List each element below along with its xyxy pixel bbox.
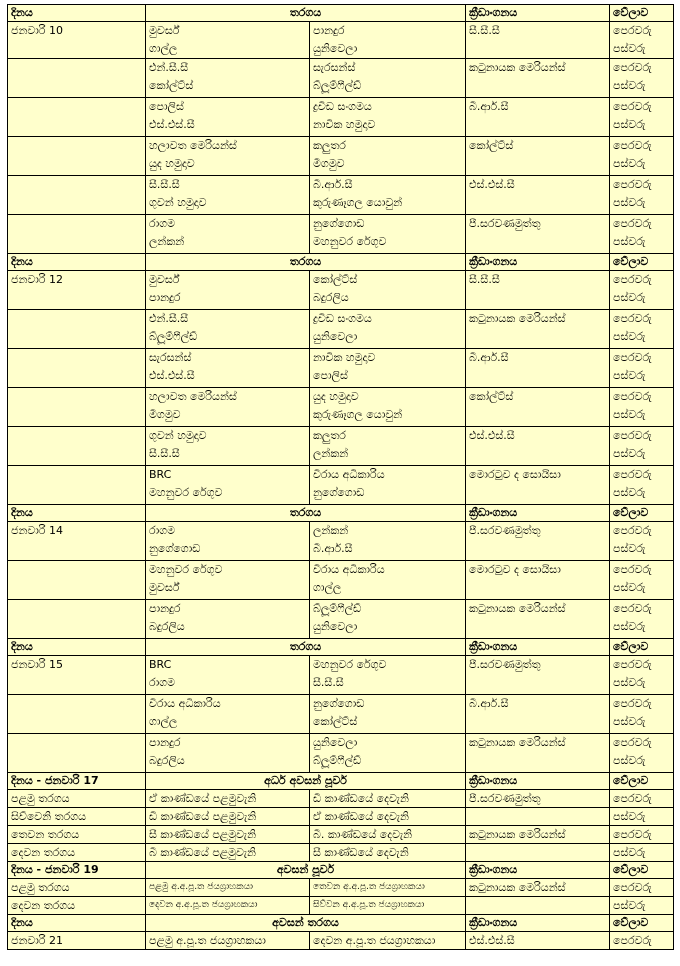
team-a-cell [146, 388, 310, 427]
team-a-cell: ඩී කාණ්ඩයේ පළමුවැනි [146, 808, 310, 826]
team-a-cell [146, 271, 310, 310]
date-cell: ජනවාරි 21 [8, 932, 146, 950]
header-matches: අර්ධ අවසන් පූර්ව [146, 773, 466, 790]
fixture-table [7, 4, 674, 950]
team-b-cell [310, 466, 466, 505]
date-cell [8, 59, 146, 98]
ground-cell: කෝල්ට්ස් [466, 137, 610, 176]
ground-cell: පී.සරවණමුත්තු [466, 656, 610, 695]
header-matches: අවසන් පූර්ව [146, 862, 466, 879]
team-a-cell-line: BRC [149, 468, 172, 481]
ground-cell: එස්.එස්.සී [466, 427, 610, 466]
team-b-cell-line: කෝල්ට්ස් [313, 715, 358, 728]
team-a-cell-line: කෝල්ට්ස් [149, 79, 194, 92]
team-a-cell-line: පානදුර [149, 736, 181, 749]
header-ground: ක්‍රීඩාංගනය [466, 254, 610, 271]
time-cell-line: පස්වරු [613, 330, 646, 343]
time-cell-line: පෙරවරු [613, 697, 652, 710]
team-a-cell-line: ගුවන් හමුදාව [149, 429, 207, 442]
ground-cell: කටුනායක මෙරියන්ස් [466, 734, 610, 773]
header-ground: ක්‍රීඩාංගනය [466, 773, 610, 790]
header-day: දිනය [8, 915, 146, 932]
ground-cell: බී.ආර්.සී [466, 695, 610, 734]
team-b-cell-line: බ්ලූම්ෆීල්ඩ් [313, 602, 362, 615]
team-a-cell-line: පානදුර [149, 291, 181, 304]
team-b-cell [310, 349, 466, 388]
time-cell [610, 59, 674, 98]
time-cell-line: පෙරවරු [613, 100, 652, 113]
header-time: වේලාව [610, 505, 674, 522]
ground-cell [466, 808, 610, 826]
time-cell [610, 600, 674, 639]
team-a-cell [146, 98, 310, 137]
time-cell-line: පෙරවරු [613, 563, 652, 576]
team-b-cell-line: යුද හමුදාව [313, 390, 359, 403]
time-cell: පස්වරු [610, 897, 674, 915]
time-cell-line: පස්වරු [613, 542, 646, 555]
date-cell [8, 695, 146, 734]
date-cell [8, 466, 146, 505]
time-cell-line: පෙරවරු [613, 178, 652, 191]
header-row [8, 254, 674, 271]
team-b-cell: ඒ කාණ්ඩයේ දෙවැනි [310, 808, 466, 826]
date-cell [8, 137, 146, 176]
team-a-cell-line: මුවර්ස් [149, 273, 180, 286]
header-day: දිනය - ජනවාරි 17 [8, 773, 146, 790]
time-cell [610, 734, 674, 773]
team-a-cell-line: විරාය අධිකාරිය [149, 697, 221, 710]
time-cell [610, 466, 674, 505]
team-a-cell-line: යුද හමුදාව [149, 157, 195, 170]
team-a-cell [146, 466, 310, 505]
header-day: දිනය [8, 505, 146, 522]
header-ground: ක්‍රීඩාංගනය [466, 639, 610, 656]
fixture-row [8, 561, 674, 600]
team-a-cell-line: හලාවත මෙරියන්ස් [149, 390, 237, 403]
header-row [8, 505, 674, 522]
team-b-cell: සී කාණ්ඩයේ දෙවැනි [310, 844, 466, 862]
team-b-cell-line: විරාය අධිකාරිය [313, 563, 385, 576]
team-a-cell-line: බදුරලිය [149, 620, 185, 633]
header-time: වේලාව [610, 254, 674, 271]
team-a-cell-line: බ්ලූම්ෆීල්ඩ් [149, 330, 198, 343]
team-b-cell-line: බී.ආර්.සී [313, 178, 353, 191]
team-b-cell-line: මහනුවර රේගුව [313, 658, 387, 671]
ground-cell [466, 897, 610, 915]
time-cell-line: පෙරවරු [613, 429, 652, 442]
team-a-cell-line: හලාවත මෙරියන්ස් [149, 139, 237, 152]
team-b-cell [310, 59, 466, 98]
ground-cell: පී.සරවණමුත්තු [466, 215, 610, 254]
team-b-cell-line: කලුතර [313, 139, 346, 152]
team-a-cell: පළමු අ.පූ.ත ජයග්‍රාහකයා [146, 932, 310, 950]
time-cell-line: පෙරවරු [613, 736, 652, 749]
knockout-row [8, 844, 674, 862]
time-cell-line: පෙරවරු [613, 61, 652, 74]
time-cell-line: පෙරවරු [613, 658, 652, 671]
team-b-cell [310, 522, 466, 561]
ground-cell: එස්.එස්.සී [466, 176, 610, 215]
team-b-cell [310, 600, 466, 639]
time-cell [610, 215, 674, 254]
header-day: දිනය - ජනවාරි 19 [8, 862, 146, 879]
team-a-cell-line: ගාල්ල [149, 42, 178, 55]
team-a-cell-line: මීගමුව [149, 408, 181, 421]
team-b-cell [310, 215, 466, 254]
team-b-cell-line: ලන්කන් [313, 447, 349, 460]
header-ground: ක්‍රීඩාංගනය [466, 862, 610, 879]
ground-cell: කටුනායක මෙරියන්ස් [466, 879, 610, 897]
time-cell-line: පස්වරු [613, 447, 646, 460]
team-b-cell [310, 98, 466, 137]
team-a-cell: දෙවන අ.අ.පූ.ත ජයග්‍රාහකයා [146, 897, 310, 915]
team-b-cell-line: පානදුර [313, 24, 345, 37]
time-cell-line: පස්වරු [613, 620, 646, 633]
team-a-cell-line: බදුරලිය [149, 754, 185, 767]
date-cell [8, 427, 146, 466]
date-cell [8, 176, 146, 215]
ground-cell: කටුනායක මෙරියන්ස් [466, 310, 610, 349]
ground-cell: මොරටුව ද සොයිසා [466, 561, 610, 600]
header-ground: ක්‍රීඩාංගනය [466, 5, 610, 22]
time-cell-line: පස්වරු [613, 408, 646, 421]
header-matches: තරගය [146, 639, 466, 656]
team-a-cell-line: මුවර්ස් [149, 581, 180, 594]
team-b-cell [310, 695, 466, 734]
time-cell-line: පෙරවරු [613, 351, 652, 364]
team-b-cell [310, 388, 466, 427]
date-cell [8, 388, 146, 427]
date-cell [8, 215, 146, 254]
ground-cell: මොරටුව ද සොයිසා [466, 466, 610, 505]
team-b-cell-line: පොලිස් [313, 369, 348, 382]
fixture-row [8, 271, 674, 310]
team-b-cell [310, 137, 466, 176]
date-cell [8, 561, 146, 600]
ground-cell: බී.ආර්.සී [466, 98, 610, 137]
date-cell: ජනවාරි 14 [8, 522, 146, 561]
team-b-cell-line: නාවික හමුදාව [313, 118, 376, 131]
header-row [8, 639, 674, 656]
team-b-cell: තෙවන අ.අ.පූ.ත ජයග්‍රාහකයා [310, 879, 466, 897]
header-time: වේලාව [610, 915, 674, 932]
team-b-cell-line: ගාල්ල [313, 581, 342, 594]
knockout-row [8, 826, 674, 844]
team-b-cell: බී. කාණ්ඩයේ දෙවැනි [310, 826, 466, 844]
team-a-cell [146, 349, 310, 388]
time-cell-line: පස්වරු [613, 369, 646, 382]
team-a-cell-line: රාගම [149, 676, 176, 689]
team-b-cell [310, 22, 466, 59]
time-cell-line: පස්වරු [613, 157, 646, 170]
team-b-cell-line: බදුරලිය [313, 291, 349, 304]
fixture-row [8, 137, 674, 176]
time-cell-line: පෙරවරු [613, 217, 652, 230]
team-a-cell-line: සී.සී.සී [149, 178, 180, 191]
team-b-cell-line: නුගේගොඩ [313, 697, 365, 710]
ground-cell: බී.ආර්.සී [466, 349, 610, 388]
team-b-cell-line: නාවික හමුදාව [313, 351, 376, 364]
team-a-cell-line: මුවර්ස් [149, 24, 180, 37]
team-a-cell [146, 22, 310, 59]
team-a-cell-line: පානදුර [149, 602, 181, 615]
time-cell [610, 22, 674, 59]
team-a-cell-line: BRC [149, 658, 172, 671]
time-cell-line: පස්වරු [613, 196, 646, 209]
team-a-cell [146, 522, 310, 561]
ground-cell: කෝල්ට්ස් [466, 388, 610, 427]
team-b-cell-line: නුගේගොඩ [313, 217, 365, 230]
fixture-row [8, 466, 674, 505]
knockout-row [8, 897, 674, 915]
fixture-row [8, 388, 674, 427]
date-cell [8, 734, 146, 773]
date-cell: ජනවාරි 12 [8, 271, 146, 310]
date-cell [8, 349, 146, 388]
match-name: තෙවන තරගය [8, 826, 146, 844]
header-row [8, 862, 674, 879]
time-cell-line: පෙරවරු [613, 139, 652, 152]
team-a-cell [146, 600, 310, 639]
time-cell: පෙරවරු [610, 879, 674, 897]
time-cell: පෙරවරු [610, 790, 674, 808]
header-row [8, 773, 674, 790]
time-cell [610, 427, 674, 466]
team-a-cell [146, 427, 310, 466]
fixture-row [8, 656, 674, 695]
team-a-cell [146, 59, 310, 98]
header-day: දිනය [8, 5, 146, 22]
header-matches: තරගය [146, 5, 466, 22]
time-cell-line: පස්වරු [613, 79, 646, 92]
team-a-cell: පළමු අ.අ.පූ.ත ජයග්‍රාහකයා [146, 879, 310, 897]
team-b-cell-line: යුනිවෙලා [313, 330, 358, 343]
team-a-cell [146, 310, 310, 349]
time-cell [610, 695, 674, 734]
date-cell: ජනවාරි 15 [8, 656, 146, 695]
team-b-cell-line: කලුතර [313, 429, 346, 442]
team-b-cell-line: යුනිවෙලා [313, 620, 358, 633]
team-a-cell [146, 656, 310, 695]
team-b-cell-line: බී.ආර්.සී [313, 542, 353, 555]
ground-cell: පී.සරවණමුත්තු [466, 790, 610, 808]
time-cell [610, 522, 674, 561]
ground-cell: කටුනායක මෙරියන්ස් [466, 59, 610, 98]
team-b-cell [310, 656, 466, 695]
team-b-cell [310, 310, 466, 349]
header-matches: තරගය [146, 505, 466, 522]
header-row [8, 5, 674, 22]
team-b-cell-line: මහනුවර රේගුව [313, 235, 387, 248]
time-cell-line: පෙරවරු [613, 312, 652, 325]
time-cell-line: පස්වරු [613, 715, 646, 728]
team-a-cell-line: නුගේගොඩ [149, 542, 201, 555]
team-a-cell-line: ගුවන් හමුදාව [149, 196, 207, 209]
header-matches: අවසන් තරගය [146, 915, 466, 932]
time-cell-line: පස්වරු [613, 754, 646, 767]
knockout-row [8, 790, 674, 808]
time-cell [610, 310, 674, 349]
header-ground: ක්‍රීඩාංගනය [466, 505, 610, 522]
time-cell-line: පස්වරු [613, 42, 646, 55]
fixture-row [8, 600, 674, 639]
ground-cell: සී.සී.සී [466, 22, 610, 59]
header-matches: තරගය [146, 254, 466, 271]
team-a-cell-line: රාගම [149, 217, 176, 230]
team-b-cell [310, 176, 466, 215]
ground-cell: එස්.එස්.සී [466, 932, 610, 950]
team-b-cell [310, 271, 466, 310]
fixture-row [8, 215, 674, 254]
date-cell [8, 310, 146, 349]
team-b-cell-line: විරාය අධිකාරිය [313, 468, 385, 481]
team-a-cell-line: රාගම [149, 524, 176, 537]
match-name: දෙවන තරගය [8, 897, 146, 915]
time-cell-line: පෙරවරු [613, 390, 652, 403]
team-b-cell-line: නුගේගොඩ [313, 486, 365, 499]
match-name: දෙවන තරගය [8, 844, 146, 862]
time-cell-line: පස්වරු [613, 291, 646, 304]
header-time: වේලාව [610, 862, 674, 879]
time-cell-line: පෙරවරු [613, 24, 652, 37]
team-a-cell [146, 137, 310, 176]
team-a-cell-line: සැරසන්ස් [149, 351, 192, 364]
team-a-cell-line: එන්.සී.සී [149, 61, 189, 74]
time-cell-line: පස්වරු [613, 118, 646, 131]
header-day: දිනය [8, 254, 146, 271]
team-b-cell [310, 561, 466, 600]
team-a-cell-line: එන්.සී.සී [149, 312, 189, 325]
team-b-cell-line: කෝල්ට්ස් [313, 273, 358, 286]
match-name: පළමු තරගය [8, 879, 146, 897]
date-cell [8, 600, 146, 639]
header-day: දිනය [8, 639, 146, 656]
header-time: වේලාව [610, 5, 674, 22]
fixture-row [8, 349, 674, 388]
team-b-cell-line: ද්‍රවිඩ සංගමය [313, 312, 372, 325]
header-time: වේලාව [610, 639, 674, 656]
time-cell-line: පස්වරු [613, 235, 646, 248]
team-a-cell [146, 215, 310, 254]
team-b-cell-line: ලන්කන් [313, 524, 349, 537]
time-cell [610, 561, 674, 600]
header-row [8, 915, 674, 932]
knockout-row [8, 808, 674, 826]
time-cell: පස්වරු [610, 808, 674, 826]
time-cell-line: පෙරවරු [613, 602, 652, 615]
time-cell-line: පෙරවරු [613, 468, 652, 481]
final-row [8, 932, 674, 950]
team-a-cell-line: ලන්කන් [149, 235, 185, 248]
time-cell-line: පස්වරු [613, 486, 646, 499]
fixture-row [8, 734, 674, 773]
time-cell-line: පස්වරු [613, 581, 646, 594]
time-cell: පෙරවරු [610, 826, 674, 844]
ground-cell: කටුනායක මෙරියන්ස් [466, 600, 610, 639]
time-cell: පෙරවරු [610, 932, 674, 950]
team-a-cell-line: පොලිස් [149, 100, 184, 113]
ground-cell: කටුනායක මෙරියන්ස් [466, 826, 610, 844]
team-b-cell-line: ද්‍රවිඩ සංගමය [313, 100, 372, 113]
team-a-cell: ඒ කාණ්ඩයේ පළමුවැනි [146, 790, 310, 808]
team-a-cell-line: සී.සී.සී [149, 447, 180, 460]
team-a-cell-line: මහනුවර රේගුව [149, 486, 223, 499]
team-b-cell-line: සී.සී.සී [313, 676, 344, 689]
time-cell [610, 388, 674, 427]
ground-cell [466, 844, 610, 862]
fixture-row [8, 98, 674, 137]
team-a-cell: බී කාණ්ඩයේ පළමුවැනි [146, 844, 310, 862]
ground-cell: පී.සරවණමුත්තු [466, 522, 610, 561]
team-b-cell-line: කුරුණෑගල යොවුන් [313, 196, 403, 209]
team-a-cell [146, 734, 310, 773]
team-a-cell [146, 176, 310, 215]
time-cell [610, 271, 674, 310]
fixture-row [8, 427, 674, 466]
team-b-cell: සිව්වන අ.අ.පූ.ත ජයග්‍රාහකයා [310, 897, 466, 915]
match-name: පළමු තරගය [8, 790, 146, 808]
team-b-cell-line: මීගමුව [313, 157, 345, 170]
fixture-row [8, 176, 674, 215]
team-b-cell-line: යුනිවෙලා [313, 736, 358, 749]
time-cell-line: පෙරවරු [613, 524, 652, 537]
team-a-cell: සී කාණ්ඩයේ පළමුවැනි [146, 826, 310, 844]
time-cell [610, 176, 674, 215]
time-cell [610, 137, 674, 176]
fixture-row [8, 522, 674, 561]
team-b-cell [310, 734, 466, 773]
header-ground: ක්‍රීඩාංගනය [466, 915, 610, 932]
header-time: වේලාව [610, 773, 674, 790]
team-b-cell-line: බ්ලූම්ෆීල්ඩ් [313, 79, 362, 92]
fixture-row [8, 59, 674, 98]
team-a-cell-line: ගාල්ල [149, 715, 178, 728]
knockout-row [8, 879, 674, 897]
team-b-cell-line: යුනිවෙලා [313, 42, 358, 55]
team-a-cell [146, 561, 310, 600]
fixture-row [8, 695, 674, 734]
fixture-row [8, 310, 674, 349]
team-b-cell [310, 427, 466, 466]
ground-cell: සී.සී.සී [466, 271, 610, 310]
match-name: සිව්වෙනි තරගය [8, 808, 146, 826]
time-cell-line: පස්වරු [613, 676, 646, 689]
schedule [7, 4, 673, 950]
time-cell [610, 349, 674, 388]
team-b-cell-line: බ්ලූම්ෆීල්ඩ් [313, 754, 362, 767]
date-cell: ජනවාරි 10 [8, 22, 146, 59]
time-cell [610, 98, 674, 137]
team-a-cell-line: මහනුවර රේගුව [149, 563, 223, 576]
team-a-cell [146, 695, 310, 734]
team-b-cell-line: සැරසන්ස් [313, 61, 356, 74]
time-cell-line: පෙරවරු [613, 273, 652, 286]
team-a-cell-line: එස්.එස්.සී [149, 118, 195, 131]
time-cell: පස්වරු [610, 844, 674, 862]
date-cell [8, 98, 146, 137]
team-b-cell: දෙවන අ.පූ.ත ජයග්‍රාහකයා [310, 932, 466, 950]
fixture-row [8, 22, 674, 59]
team-b-cell-line: කුරුණෑගල යොවුන් [313, 408, 403, 421]
team-b-cell: ඩී කාණ්ඩයේ දෙවැනි [310, 790, 466, 808]
team-a-cell-line: එස්.එස්.සී [149, 369, 195, 382]
time-cell [610, 656, 674, 695]
